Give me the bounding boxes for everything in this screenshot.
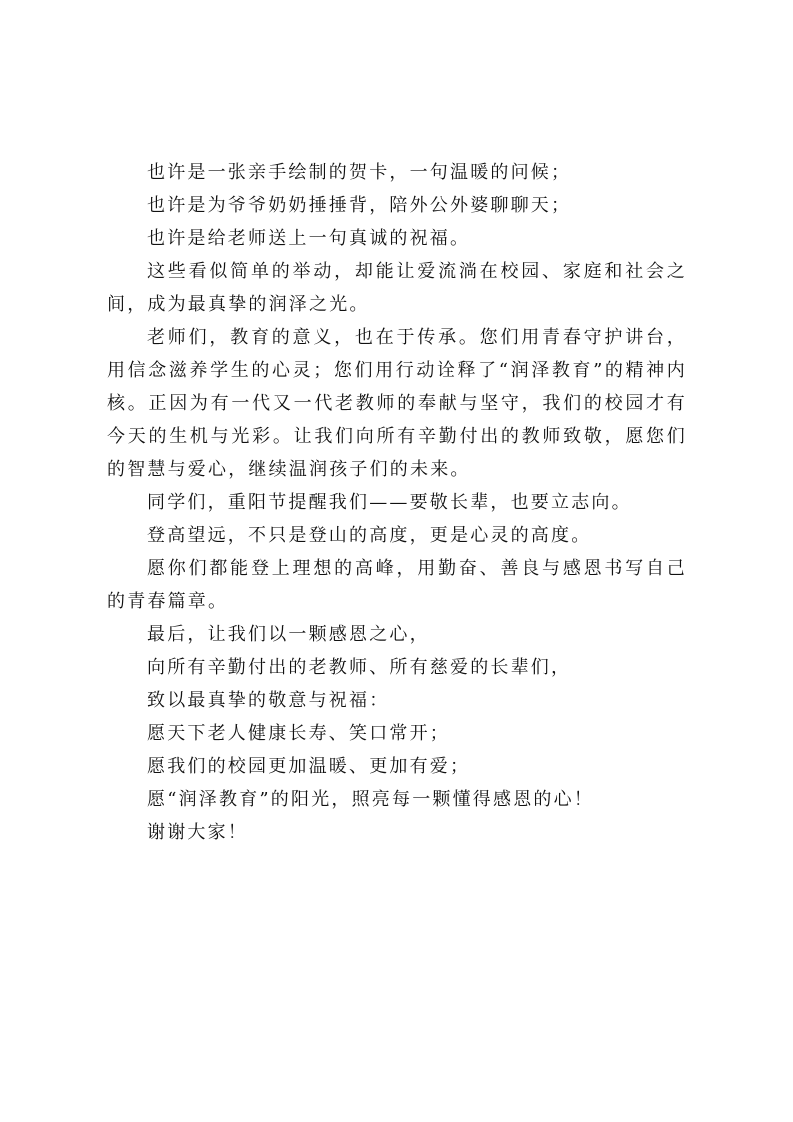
paragraph: 也许是为爷爷奶奶捶捶背，陪外公外婆聊聊天； [147,195,572,216]
paragraph: 老师们，教育的意义，也在于传承。您们用青春守护讲台，用信念滋养学生的心灵；您们用行动诠释了“润泽教育”的精神内核。正因为有一代又一代老教师的奉献与坚守，我们的校园才有今天的生机与光彩。让我们向所有辛勤付出的教师致敬，愿您们的智慧与爱心，继续温润孩子们的未来。 [107,327,687,480]
paragraph: 致以最真挚的敬意与祝福： [147,690,390,711]
paragraph: 谢谢大家！ [147,822,248,843]
paragraph: 愿我们的校园更加温暖、更加有爱； [147,756,471,777]
document-body [107,156,687,849]
paragraph: 向所有辛勤付出的老教师、所有慈爱的长辈们， [147,657,572,678]
paragraph: 同学们，重阳节提醒我们——要敬长辈，也要立志向。 [147,492,632,513]
paragraph: 愿你们都能登上理想的高峰，用勤奋、善良与感恩书写自己的青春篇章。 [107,558,687,612]
paragraph: 愿“润泽教育”的阳光，照亮每一颗懂得感恩的心！ [147,789,595,810]
paragraph: 也许是给老师送上一句真诚的祝福。 [147,228,471,249]
paragraph: 最后，让我们以一颗感恩之心， [147,624,430,645]
paragraph: 登高望远，不只是登山的高度，更是心灵的高度。 [147,525,592,546]
paragraph: 这些看似简单的举动，却能让爱流淌在校园、家庭和社会之间，成为最真挚的润泽之光。 [107,261,687,315]
paragraph: 愿天下老人健康长寿、笑口常开； [147,723,450,744]
paragraph: 也许是一张亲手绘制的贺卡，一句温暖的问候； [147,162,572,183]
